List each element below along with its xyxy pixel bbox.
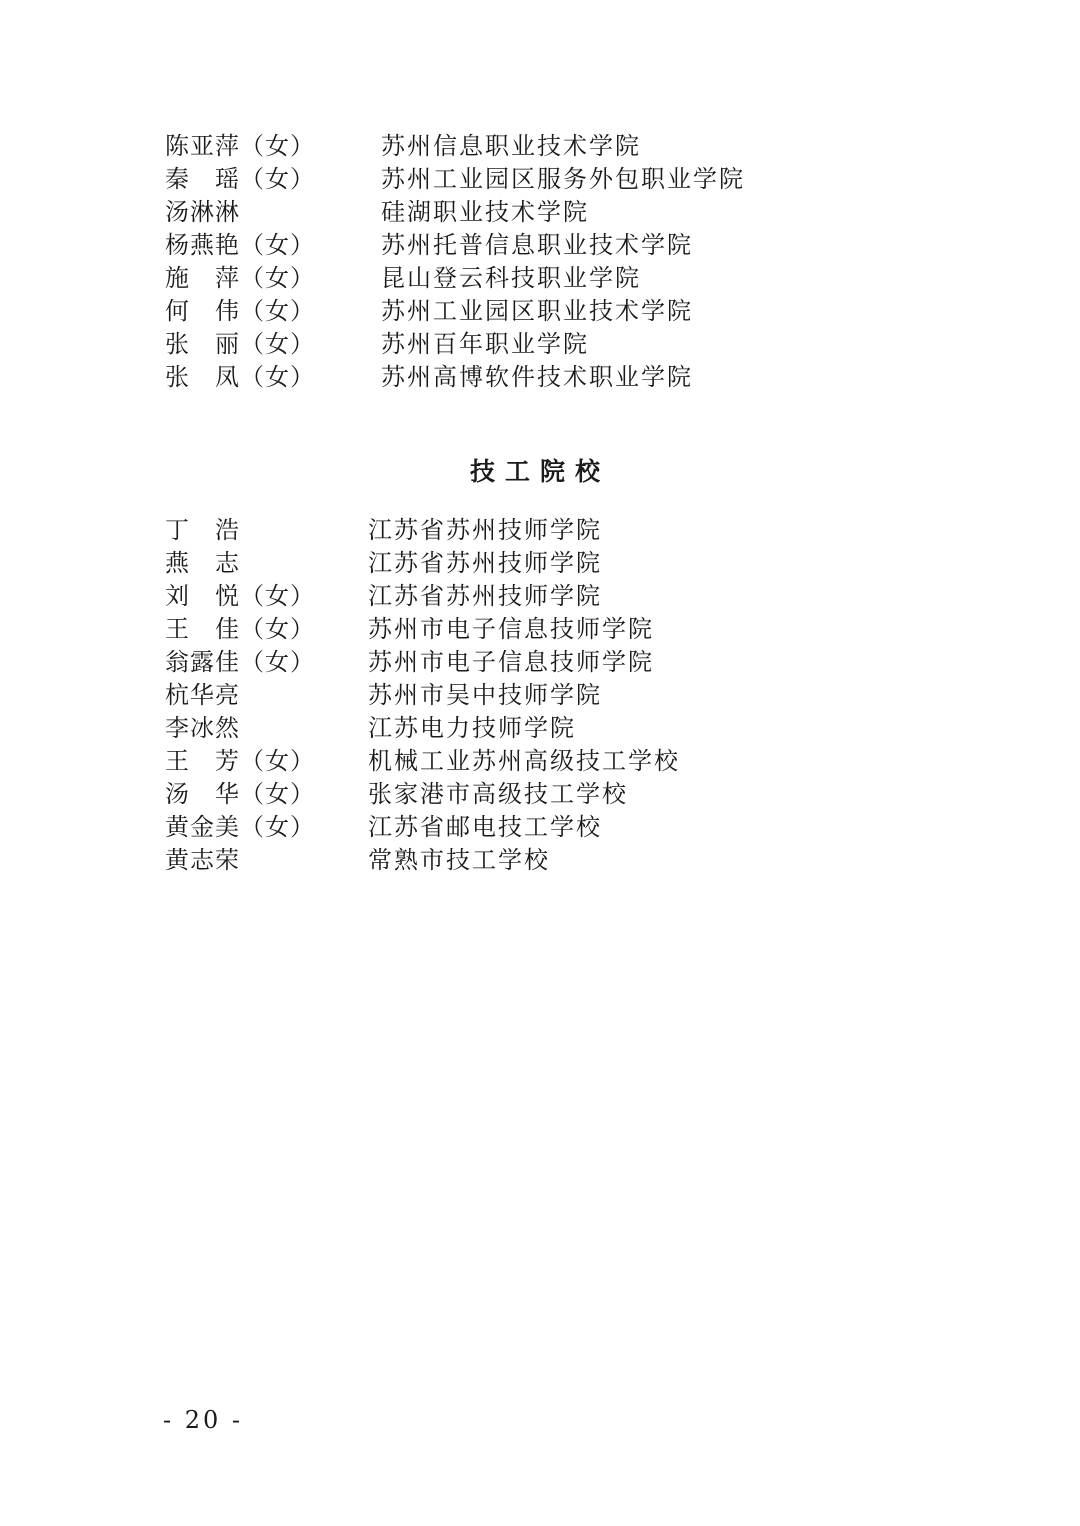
person-name: 汤 华（女）: [165, 780, 315, 808]
institution-name: 苏州工业园区服务外包职业学院: [381, 165, 745, 193]
person-name: 陈亚萍（女）: [165, 132, 315, 160]
institution-name: 张家港市高级技工学校: [368, 780, 628, 808]
person-name: 李冰然: [165, 714, 240, 742]
person-name: 王 佳（女）: [165, 615, 315, 643]
person-name: 杭华亮: [165, 681, 240, 709]
person-name: 刘 悦（女）: [165, 582, 315, 610]
institution-name: 苏州高博软件技术职业学院: [381, 363, 693, 391]
institution-name: 苏州市吴中技师学院: [368, 681, 602, 709]
institution-name: 昆山登云科技职业学院: [381, 264, 641, 292]
institution-name: 江苏省苏州技师学院: [368, 549, 602, 577]
person-name: 何 伟（女）: [165, 297, 315, 325]
institution-name: 常熟市技工学校: [368, 846, 550, 874]
person-name: 燕 志: [165, 549, 240, 577]
person-name: 杨燕艳（女）: [165, 231, 315, 259]
person-name: 张 丽（女）: [165, 330, 315, 358]
person-name: 秦 瑶（女）: [165, 165, 315, 193]
institution-name: 苏州信息职业技术学院: [381, 132, 641, 160]
institution-name: 苏州市电子信息技师学院: [368, 615, 654, 643]
institution-name: 机械工业苏州高级技工学校: [368, 747, 680, 775]
institution-name: 江苏省邮电技工学校: [368, 813, 602, 841]
person-name: 黄志荣: [165, 846, 240, 874]
person-name: 汤淋淋: [165, 198, 240, 226]
person-name: 翁露佳（女）: [165, 648, 315, 676]
institution-name: 苏州工业园区职业技术学院: [381, 297, 693, 325]
institution-name: 苏州托普信息职业技术学院: [381, 231, 693, 259]
person-name: 黄金美（女）: [165, 813, 315, 841]
person-name: 施 萍（女）: [165, 264, 315, 292]
institution-name: 江苏电力技师学院: [368, 714, 576, 742]
institution-name: 江苏省苏州技师学院: [368, 582, 602, 610]
institution-name: 硅湖职业技术学院: [381, 198, 589, 226]
page-number: - 20 -: [163, 1406, 244, 1434]
person-name: 丁 浩: [165, 516, 240, 544]
institution-name: 江苏省苏州技师学院: [368, 516, 602, 544]
person-name: 张 凤（女）: [165, 363, 315, 391]
section-heading: 技工院校: [469, 457, 610, 486]
person-name: 王 芳（女）: [165, 747, 315, 775]
institution-name: 苏州市电子信息技师学院: [368, 648, 654, 676]
institution-name: 苏州百年职业学院: [381, 330, 589, 358]
